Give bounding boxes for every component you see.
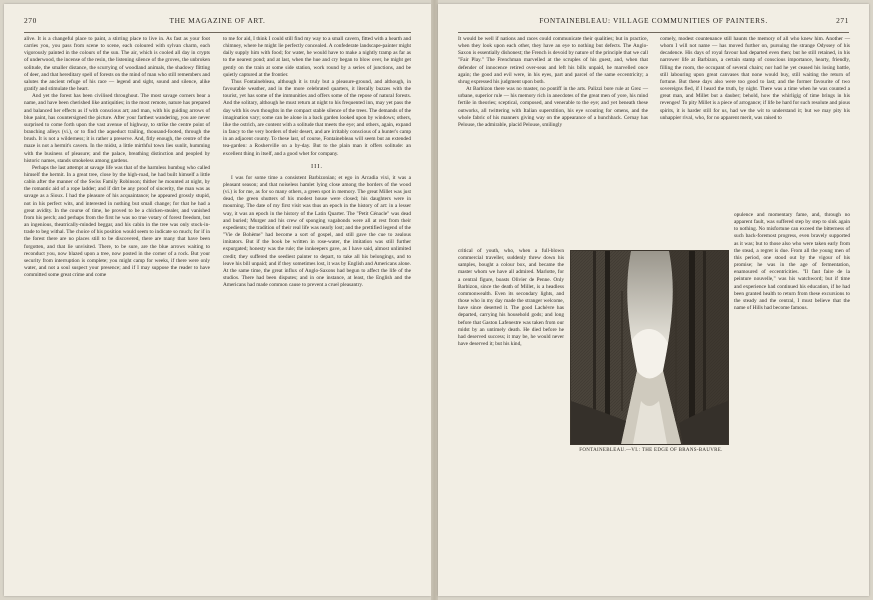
right-page-number: 271 [836,16,849,25]
paragraph: alive. It is a changeful place to paint, a stirring place to live in. As fast as your foot carries you, you pass from scene to scene, each coloured with sylvan charm, each vigorously painted in the colours of the sun. The air, which is cooled all day in crypts of underwood, the incense of the resin, the listening silence of the groves, the unbroken solitude, the smaller distance, the scurrying of woodland animals, the shadowy flitting of deer, and that hereditary spell of forests on the mind of man who still remembers and salutes the ancient refuge of his race — legend and sight, sound and silence, alike gratify and stimulate the heart. [24,36,210,93]
paragraph: to me for aid, I think I could still find my way to a small cavern, fitted with a hearth and chimney, where he might lie perfectly concealed. A confederate landscape-painter might daily supply him with food; for water, he would have to make a nightly tramp as far as to the nearest pond; and at last, when the hue and cry began to blow over, he might get gently on the train at some side station, work round by a series of junctions, and be quietly captured at the frontier. [223,36,411,78]
right-page [438,4,869,596]
paragraph: opulence and momentary fame, and, through no apparent fault, was suffered step by step to sink again to nothing. No misfortune can exceed the bitterness of such back-foremost progress, even bravely supported as it was; but to those also who were taken early from the stead, a regret is due. From all the young men of this period, one stood out by the vigour of his promise; he was in the age of fermentation, enamoured of eccentricities. "Il faut faire de la peinture nouvelle," was his watchword; but if time and experience had continued his education, if he had been granted health to return from these excursions to the steady and the central, I must believe that the name of Hills had become famous. [734,212,850,312]
book-gutter [431,0,438,600]
right-column-1-top [458,36,648,129]
paragraph: Thus Fontainebleau, although it is truly but a pleasure-ground, and although, in favourable weather, and in the more celebrated quarters, it literally buzzes with the tourist, yet has some of the immunities and offers some of the repose of natural forests. And the solitary, although he must return at night to his frequented inn, may yet pass the day with his own thoughts in the compact stable silence of the trees. The demands of the imagination vary; some can be alone in a back garden looked upon by windows; others, like the ostrich, are content with a solitude that meets the eye; and others, again, expand in fancy to the very borders of their desert, and are irritably conscious of a hunter's camp in an adjacent county. To these last, of course, Fontainebleau will seem but an extended tea-garden: a Rosherville on a by-day. But to the plain man it offers solitude: an excellent thing in itself, and a good whet for company. [223,78,411,157]
paragraph: And yet the forest has been civilised throughout. The most savage corners bear a name, and have been cherished like antiquities; in the most remote, nature has prepared and balanced her effects as if with conscious art; and man, with his guiding arrows of blue paint, has countersigned the picture. After your farthest wandering, you are never surprised to come forth upon the vast avenue of highway, to strike the centre point of branching alleys (vi.), or to find the aqueduct trailing, thousand-footed, through the brush. It is not a wilderness; it is rather a preserve. And, fitly enough, the centre of the maze is not a hermit's cavern. In the midst, a little mirthful town lies sunlit, humming with the business of pleasure; and the palace, breathing distinction and peopled by historic names, stands smokeless among gardens. [24,93,210,164]
right-head-rule [458,32,849,33]
right-running-title: FONTAINEBLEAU: VILLAGE COMMUNITIES OF PAINTERS. [539,16,768,25]
left-head-rule [24,32,411,33]
left-page-number: 270 [24,16,37,25]
left-column-1 [24,36,210,279]
paragraph: critical of youth, who, when a full-blown commercial traveller, suddenly threw down his samples, bought a colour box, and became the master whom we have all admired. Marlotte, for a central figure, boasts Olivier de Penne. Only Barbizon, since the death of Millet, is a headless commonwealth. Even its secondary lights, and those who in my day made the stranger welcome, have since deserted it. The good Lachèvre has departed, carrying his household gods; and long before that Gaston Lafenestre was taken from our midst by an untimely death. He died before he had deserved success; it may be, he would never have deserved it; but his kind, [458,248,564,348]
right-running-head [458,16,849,30]
forest-path-engraving [571,251,728,444]
left-column-2 [223,36,411,289]
paragraph: I was for some time a consistent Barbizonian; et ego in Arcadia vixi, it was a pleasant season; and that noiseless hamlet lying close among the borders of the wood (vi.) is for me, as for so many others, a green spot in memory. The great Millet was just dead, the green shutters of his modest house were closed; his daughters were in mourning. The date of my first visit was thus an epoch in the history of art: in a lesser way, it was an epoch in the history of the Latin Quarter. The "Petit Cénacle" was dead and buried; Murger and his crew of sponging vagabonds were all at rest from their expedients; the tradition of their real life was nearly lost; and the prettified legend of the "Vie de Bohème" had become a sort of gospel, and still gave the cue to zealous imitators. But if the book be written in rose-water, the imitation was still further expurgated; honesty was the rule; the innkeepers gave, as I have said, almost unlimited credit; they suffered the seediest painter to depart, to take all his belongings, and to leave his bill unpaid; and if they sometimes lost, it was by English and Americans alone. At the same time, the great influx of Anglo-Saxons had begun to affect the life of the studios. There had been disputes; and in one instance, at least, the English and the Americans had made common cause to prevent a cruel pleasantry. [223,174,411,289]
illustration-caption: FONTAINEBLEAU.—VI.: THE EDGE OF BRANS-BAUVRE. [579,448,723,453]
left-page [4,4,431,596]
paragraph: comely, modest countenance still haunts the memory of all who knew him. Another — whom I will not name — has moved further on, pursuing the strange Odyssey of his decadence. His days of royal favour had departed even then; but he still retained, in his narrower life at Barbizon, a certain stamp of conscious importance, hearty, friendly, filling the room, the occupant of several chairs; nor had he yet ceased his losing battle, still labouring upon great canvases that none would buy, still waiting the return of fortune. But these days also were too good to last; and the former favourite of two sovereigns fled, if I heard the truth, by night. There was a time when he was counted a great man, and Millet but a dauber; behold, how the whirligig of time brings in his revenges! To pity Millet is a piece of arrogance; if life be hard for such resolute and pious spirits, it is harder still for us, had we the wit to understand it; but we may pity his unhappier rival, who, for no apparent merit, was raised to [660,36,851,121]
left-running-title: THE MAGAZINE OF ART. [169,16,266,25]
paragraph: At Barbizon there was no master, no pontiff in the arts. Palizzi bore rule at Grez — urbane, superior rule — his memory rich in anecdotes of the great men of yore, his mind fertile in theories; sceptical, composed, and venerable to the eye; and yet beneath these outworks, all twittering with Italian superstition, his eye scouting for omens, and the whole fabric of his manners giving way on the appearance of a hunchback. Cernay has Pelouse, the admirable, placid Pelouse, smilingly [458,86,648,128]
forest-engraving-illustration [570,250,729,445]
right-column-1-narrow [458,248,564,348]
paragraph: It would be well if nations and races could communicate their qualities; but in practice, when they look upon each other, they have an eye to nothing but defects. The Anglo-Saxon is essentially dishonest; the French is devoid by nature of the principle that we call "Fair Play." The Frenchman marvelled at the scruples of his guest, and, when that defender of innocence retired over-seas and left his bills unpaid, he marvelled once again; the good and evil were, in his eyes, part and parcel of the same eccentricity; a shrug expressed his judgment upon both. [458,36,648,85]
left-running-head [24,16,411,30]
right-column-2-top [660,36,850,122]
section-numeral: III. [310,162,324,170]
paragraph: Perhaps the last attempt at savage life was that of the harmless humbug who called himself the hermit. In a great tree, close by the high-road, he had built himself a little cabin after the manner of the Swiss Family Robinson; thither he mounted at night, by the romantic aid of a rope ladder; and if dirt be any proof of sincerity, the man was as savage as a Sioux. I had the pleasure of his acquaintance; he appeared grossly stupid, not in his perfect wits, and interested in nothing but small change; for that he had a great avidity. In the course of time, he proved to be a chicken-stealer, and vanished from his perch; and perhaps from the first he was no true votary of forest freedom, but an ingenious, theatrically-minded beggar, and his cabin in the tree was only stock-in-trade to beg withal. The choice of his position would seem to indicate so much; for if in the forest there are no places still to be discovered, there are many that have been forgotten, and that lie unvisited. There, to be sure, are the blue arrows waiting to reconduct you, now blazed upon a tree, now posted in the corner of a rock. But your security from interruption is complete; you might camp for weeks, if there were only water, and not a soul suspect your presence; and if I may suppose the reader to have committed some great crime and come [24,164,210,279]
right-column-2-narrow [734,212,850,312]
